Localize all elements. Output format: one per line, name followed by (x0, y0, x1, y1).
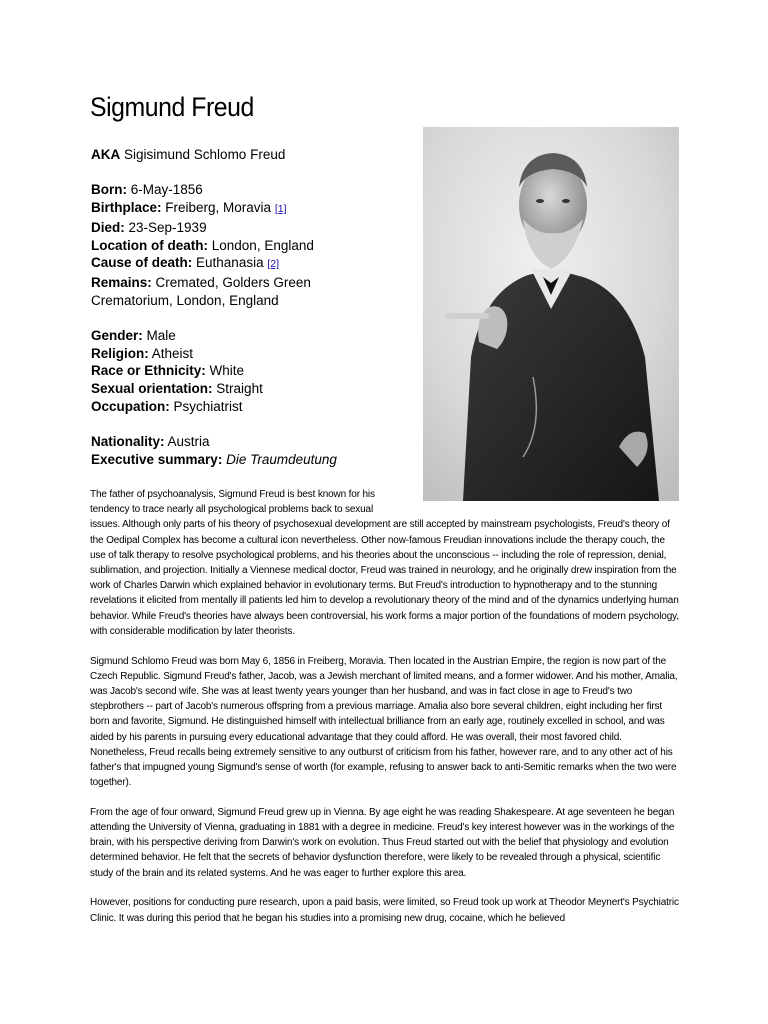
sexual-orientation-value: Straight (216, 381, 263, 397)
page-title: Sigmund Freud (90, 92, 254, 122)
facts-block (91, 146, 411, 469)
remains-value: Cremated, Golders Green Crematorium, London, England (91, 274, 311, 308)
aka-value: Sigisimund Schlomo Freud (124, 147, 286, 162)
executive-summary-label: Executive summary: (91, 451, 223, 467)
portrait-photo (423, 127, 679, 501)
race-label: Race or Ethnicity: (91, 363, 206, 379)
born-row (91, 181, 411, 199)
cause-of-death-value: Euthanasia (196, 255, 264, 271)
born-value: 6-May-1856 (130, 182, 203, 198)
died-label: Died: (91, 219, 125, 235)
religion-row (91, 345, 411, 363)
nationality-label: Nationality: (91, 434, 165, 450)
aka-row (91, 146, 411, 164)
biography-text (90, 487, 680, 940)
aka-label: AKA (91, 147, 121, 162)
occupation-value: Psychiatrist (173, 398, 243, 414)
remains-row (91, 274, 376, 309)
occupation-row (91, 398, 411, 416)
birthplace-value: Freiberg, Moravia (165, 200, 272, 216)
portrait-illustration (423, 127, 679, 501)
birthplace-ref-link[interactable]: [1] (274, 203, 287, 216)
cause-of-death-row (91, 254, 411, 274)
occupation-label: Occupation: (91, 398, 170, 414)
location-of-death-row (91, 237, 411, 255)
sexual-orientation-row (91, 380, 411, 398)
gender-value: Male (146, 328, 176, 343)
nationality-row (91, 433, 411, 451)
cause-of-death-ref-link[interactable]: [2] (267, 258, 280, 271)
birthplace-label: Birthplace: (91, 200, 162, 216)
died-row (91, 219, 411, 237)
cause-of-death-label: Cause of death: (91, 255, 193, 271)
paragraph-4: However, positions for conducting pure research, upon a paid basis, were limited, so Freud took up work at Theodor Meynert's Psychiatric Clinic. It was during this period that he began his studies into a promising new drug, cocaine, which he believed (90, 897, 679, 924)
paragraph-2: Sigmund Schlomo Freud was born May 6, 1856 in Freiberg, Moravia. Then located in the Austrian Empire, the region is now part of the Czech Republic. Sigmund Freud's father, Jacob, was a Jewish merchant of limited means, and a former widower. And his mother, Amalia, was Jacob's second wife. She was at least twenty years younger than her husband, and was in fact close in age to Freud's two stepbrothers -- part of Jacob's numerous offspring from a previous marriage. Amalia also bore several children, eight including her first born and favorite, Sigmund. He distinguished himself with intellectual brilliance from an early age, routinely excelled in school, and was aided by his parents in pursuing every educational advantage that they could afford. He was overall, their most favored child. Nonetheless, Freud recalls being extremely sensitive to any outburst of criticism from his father, however rare, and to any other act of his father's that impugned young Sigmund's sense of worth (for example, refusing to answer back to anti-Semitic remarks when the two were together). (90, 655, 678, 789)
paragraph-1 (90, 487, 680, 639)
birthplace-row (91, 199, 411, 219)
religion-label: Religion: (91, 345, 149, 361)
gender-label: Gender: (91, 328, 143, 343)
race-row (91, 362, 411, 380)
location-of-death-label: Location of death: (91, 237, 208, 253)
paragraph-1-body: issues. Although only parts of his theory of psychosexual development are still accepted by mainstream psychologists, Freud's theory of the Oedipal Complex has become a cultural icon nevertheless. Other now-famous Freudian innovations include the therapy couch, the use of talk therapy to resolve psychological problems, and his theories about the unconscious -- including the role of repression, denial, sublimation, and projection. Initially a Viennese medical doctor, Freud was trained in neurology, and he originally drew inspiration from the work of Charles Darwin which explained behavior in evolutionary terms. But Freud's introduction to hypnotherapy and to the stunning revelations it elicited from mentally ill patients led him to develop a revolutionary theory of the mind and of the dynamics underlying human behavior. While Freud's theories have always been controversial, his work forms a major portion of the foundations of modern psychology, with considerable modification by later theorists. (90, 519, 679, 637)
remains-label: Remains: (91, 274, 152, 290)
sexual-orientation-label: Sexual orientation: (91, 381, 213, 397)
location-of-death-value: London, England (211, 237, 314, 253)
executive-summary-row (91, 451, 411, 469)
gender-row (91, 327, 411, 345)
died-value: 23-Sep-1939 (128, 219, 207, 235)
race-value: White (209, 363, 245, 379)
religion-value: Atheist (151, 345, 194, 361)
nationality-value: Austria (167, 434, 210, 450)
born-label: Born: (91, 182, 127, 198)
paragraph-1-intro: The father of psychoanalysis, Sigmund Freud is best known for his tendency to trace nearly all psychological problems back to sexual (90, 489, 375, 516)
paragraph-3: From the age of four onward, Sigmund Freud grew up in Vienna. By age eight he was reading Shakespeare. At age seventeen he began attending the University of Vienna, graduating in 1881 with a degree in medicine. Freud's key interest however was in the workings of the brain, with his perspective deriving from Darwin's work on evolution. Thus Freud started out with the belief that physiology and evolution determined behavior. He felt that the secrets of behavior dysfunction therefore, were likely to be revealed through a physical, scientific study of the brain and its related systems. And he was eager to further explore this area. (90, 806, 675, 879)
executive-summary-value: Die Traumdeutung (226, 451, 337, 467)
